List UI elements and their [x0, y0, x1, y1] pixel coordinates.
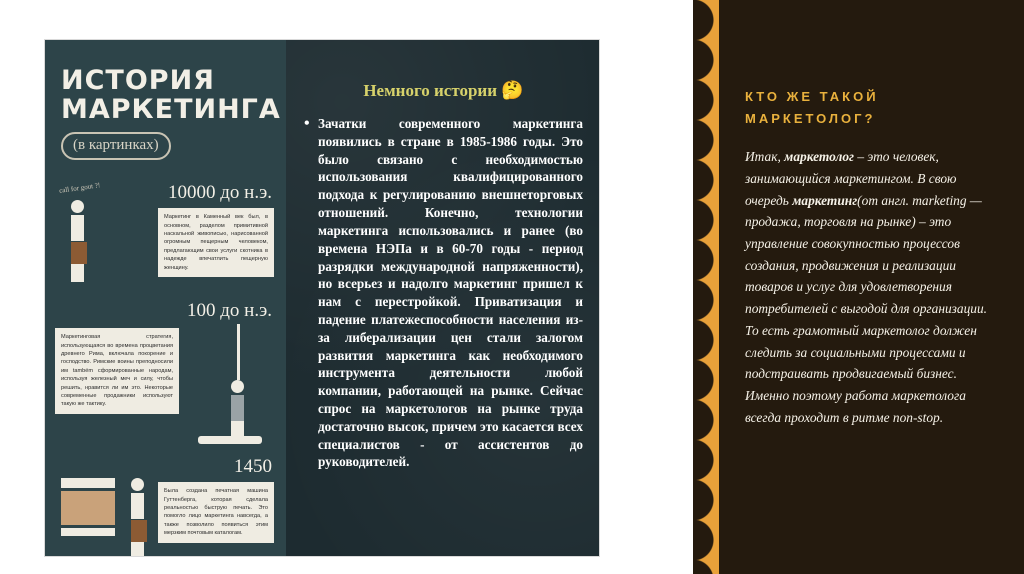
- handwritten-note: call for gout ?!: [58, 181, 101, 196]
- era-note-2: Маркетинговая стратегия, использующаяся во времена процветания древнего Рима, включала покорение и господство. Римские воины преподносили им também сформированные народам, используя железный меч и силу, чтобы решить, нравится ли им это. Некоторые современные продажники используют такую же тактику.: [55, 328, 179, 414]
- article-text-2: – это человек, занимающийся маркетингом. В свою очередь: [745, 149, 957, 208]
- figure-caveman: [71, 200, 87, 282]
- era-note-3: Была создана печатная машина Гуттенберга, которая сделала реальностью быструю печать. Это помогло лицо маркетинга навсегда, а также позволило появиться этим мерзким почтовым каталогам.: [158, 482, 274, 542]
- article-body: [745, 146, 996, 428]
- era-block-2: [45, 300, 286, 450]
- thinking-face-icon: 🤔: [501, 80, 524, 100]
- era-label-3: 1450: [234, 456, 272, 478]
- figure-printing-press: [61, 478, 115, 536]
- era-note-1: Маркетинг в Каменный век был, в основном, разделом примитивной наскальной живописью, нарисованной огромным пещерным человеком, предлагающим свои услуги скотника в надежде впечатлить пещерную женщину.: [158, 208, 274, 277]
- era-block-1: [45, 182, 286, 294]
- article-title: КТО ЖЕ ТАКОЙ МАРКЕТОЛОГ?: [745, 89, 879, 127]
- slide-image: [45, 40, 599, 556]
- era-block-3: [45, 456, 286, 556]
- graphic-subtitle: (в картинках): [61, 132, 171, 160]
- graphic-left-column: [45, 40, 286, 556]
- article-bold-marketing: маркетинг: [792, 192, 858, 208]
- figure-roman-soldier: [219, 324, 244, 439]
- article-bold-marketolog: маркетолог: [784, 149, 855, 165]
- graphic-title-block: [45, 40, 286, 160]
- figure-printer-person: [131, 478, 147, 556]
- figure-fallen-body: [198, 436, 262, 444]
- era-label-1: 10000 до н.э.: [168, 182, 272, 204]
- graphic-text-panel: [286, 40, 599, 556]
- era-label-2: 100 до н.э.: [187, 300, 272, 322]
- panel-body-text: • Зачатки современного маркетинга появились в стране в 1985-1986 годы. Это было связано с необходимостью использования квалифицированного подхода к регулированию внешнеторговых отношений. Конечно, технологии маркетинга использовались и ранее (во времена НЭПа и в 60-70 годы - период разрядки международной напряженности), но всерьез и надолго маркетинг пришел к нам с перестройкой. Приватизация и падение платежеспособности населения из-за либерализации цен стали залогом развития маркетинга как необходимого инструмента деятельности любой компании, работающей на рынке. Сейчас спрос на маркетологов на рынке труда достаточно высок, причем это касается всех специалистов - от ассистентов до руководителей.: [304, 115, 583, 471]
- panel-heading-text: Немного истории: [363, 81, 498, 100]
- graphic-title-line2: МАРКЕТИНГА: [61, 94, 281, 126]
- article-text-1: Итак,: [745, 149, 785, 165]
- panel-heading: [304, 80, 583, 101]
- article-text-3: (от англ. marketing — продажа, торговля на рынке) – это управление совокупностью процессов создания, продвижения и реализации товаров и услуг для удовлетворения потребителей с выгодой для организации. То есть грамотный маркетолог должен следить за социальными процессами и подстраивать продвигаемый бизнес. Именно поэтому работа маркетолога всегда проходит в ритме non-stop.: [745, 192, 988, 425]
- graphic-title-line1: ИСТОРИЯ: [61, 65, 215, 96]
- article-column: [719, 0, 1024, 574]
